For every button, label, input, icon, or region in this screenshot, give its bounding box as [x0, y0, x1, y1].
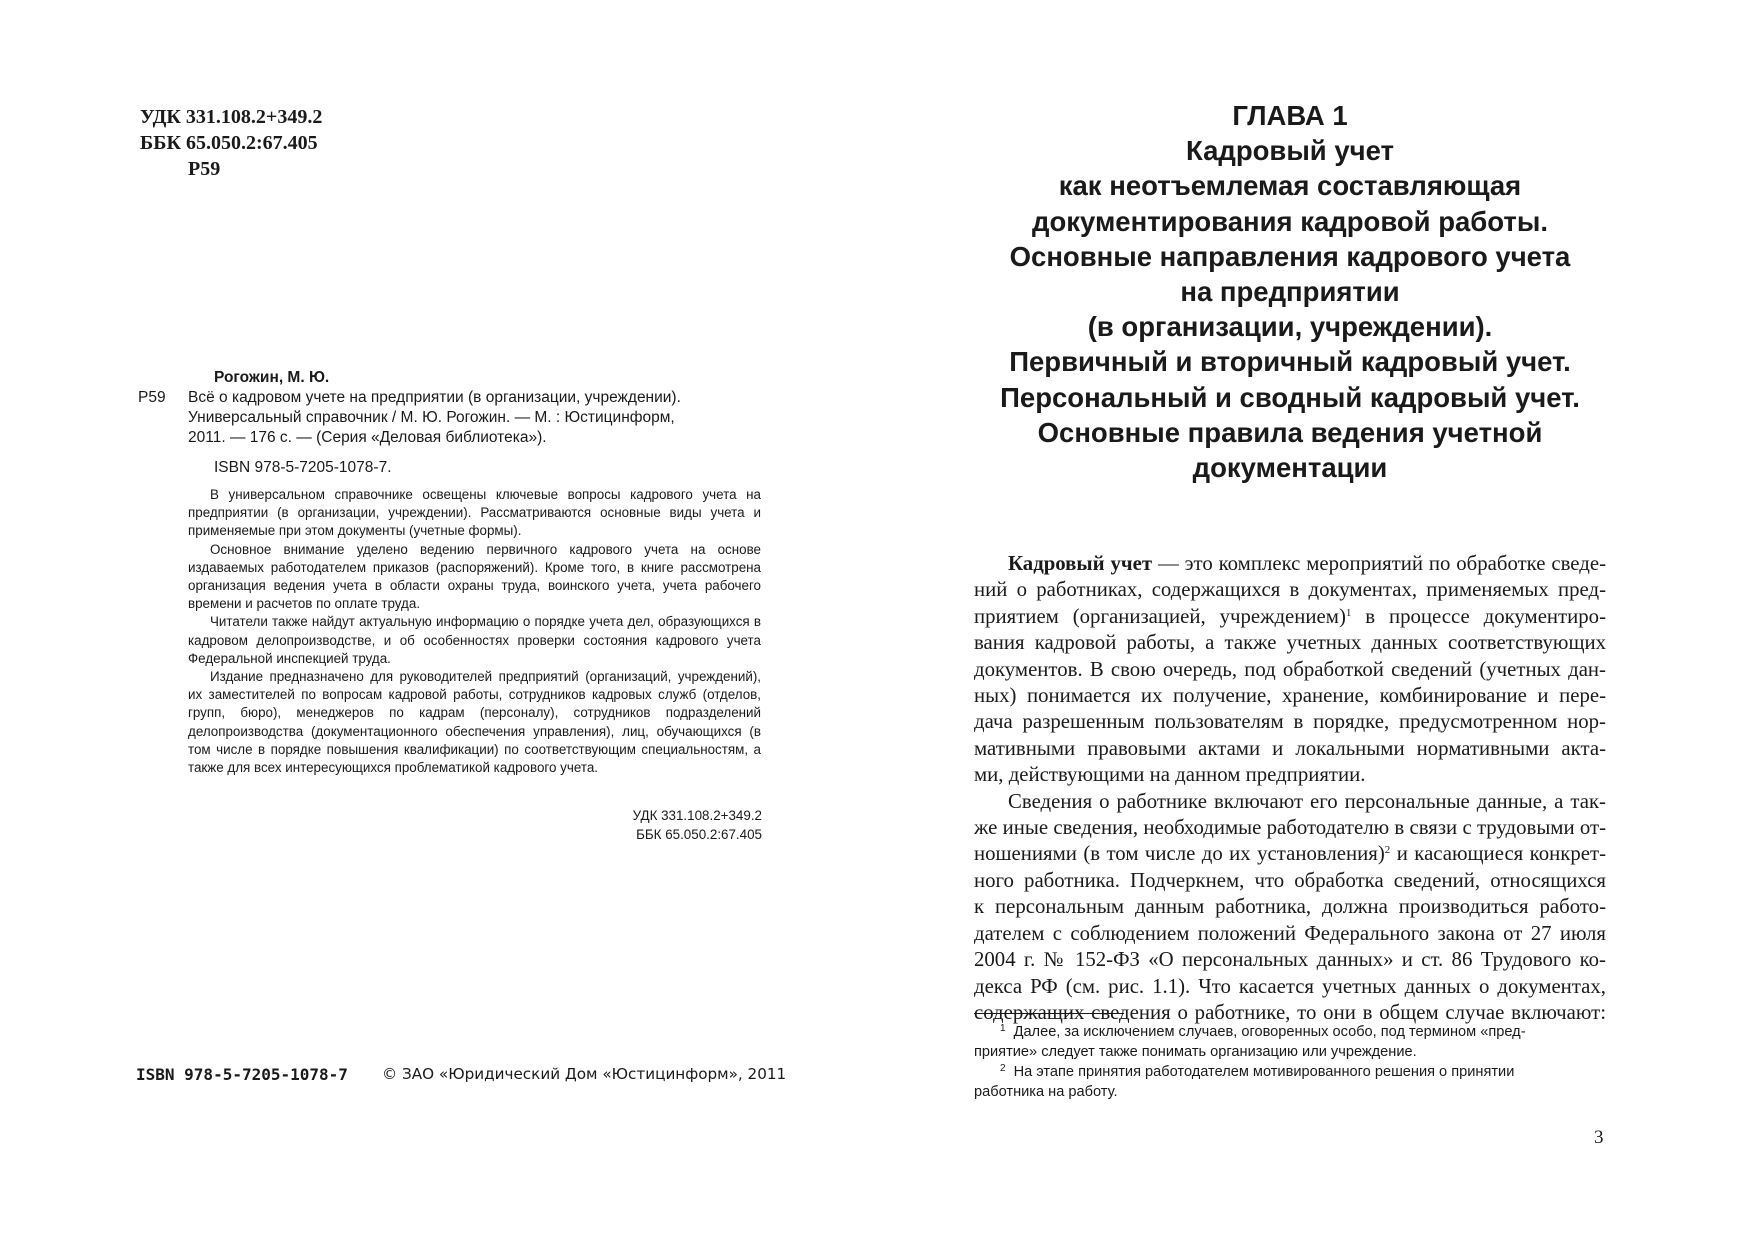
footnote-ref[interactable]: 1 — [1345, 606, 1352, 619]
chapter-title-line: (в организации, учреждении). — [1087, 311, 1493, 343]
body-line: мативными правовыми актами и локальными нормативными акта- — [974, 736, 1606, 760]
body-line: дателем с соблюдением положений Федерального закона от 27 июля — [974, 921, 1606, 945]
chapter-number: ГЛАВА 1 — [1232, 100, 1348, 131]
footnote-1-cont: приятие» следует также понимать организацию или учреждение. — [974, 1044, 1417, 1060]
body-line: Кадровый учет — это комплекс мероприятий по обработке сведе- — [1008, 552, 1606, 575]
bib-line-3: 2011. — 176 с. — (Серия «Деловая библиотека»). — [188, 429, 547, 446]
annotation-bbk: ББК 65.050.2:67.405 — [636, 826, 762, 842]
bibliographic-record — [138, 368, 758, 478]
chapter-title-line: Кадровый учет — [1185, 135, 1395, 167]
body-line: к персональным данным работника, должна производиться работо- — [974, 895, 1606, 919]
annotation — [188, 486, 761, 777]
chapter-title-line: как неотъемлемая составляющая — [1058, 170, 1522, 202]
footnotes — [974, 1022, 1606, 1102]
footnote-2-cont: работника на работу. — [974, 1084, 1118, 1100]
chapter-heading — [970, 98, 1610, 485]
chapter-title-line: Основные направления кадрового учета — [1009, 240, 1571, 272]
copyright-notice: © ЗАО «Юридический Дом «Юстицинформ», 2011 — [382, 1065, 787, 1083]
footnote-divider — [974, 1013, 1124, 1014]
book-title: Всё о кадровом учете на предприятии (в организации, учреждении). — [188, 389, 681, 406]
bib-line-2: Универсальный справочник / М. Ю. Рогожин. — М. : Юстицинформ, — [188, 409, 675, 426]
chapter-title-line: Основные правила ведения учетной — [1037, 416, 1543, 448]
bib-title-row — [138, 388, 758, 408]
annotation-paragraph: В универсальном справочнике освещены ключевые вопросы кадрового учета на предприятии (в организации, учреждении). Рассматриваются основные виды учета и применяемые при этом документы (учетные формы). — [188, 487, 761, 539]
body-line: ного работника. Подчеркнем, что обработка сведений, относящихся — [974, 868, 1606, 892]
chapter-title-line: документации — [1192, 452, 1388, 484]
classification-codes — [140, 104, 322, 182]
annotation-codes — [500, 807, 762, 844]
body-line: содержащих сведения о работнике, то они в общем случае включают: — [974, 1000, 1606, 1024]
book-author: Рогожин, М. Ю. — [214, 369, 330, 386]
annotation-paragraph: Читатели также найдут актуальную информацию о порядке учета дел, образующихся в кадровом делопроизводстве, и об особенностях проверки состояния кадрового учета Федеральной инспекцией труда. — [188, 614, 761, 666]
body-line: приятием (организацией, учреждением)$^1$ в процессе документиро- — [974, 604, 1606, 628]
body-line: вания кадровой работы, а также учетных данных соответствующих — [974, 631, 1606, 655]
annotation-paragraph: Основное внимание уделено ведению первичного кадрового учета на основе издаваемых работодателем приказов (распоряжений). Кроме того, в книге рассмотрена организация ведения учета в области охраны труда, воинского учета, учета рабочего времени и расчетов по оплате труда. — [188, 541, 761, 612]
footnote-1: $^1$ Далее, за исключением случаев, оговоренных особо, под термином «пред- — [1000, 1023, 1526, 1040]
bbk-code: ББК 65.050.2:67.405 — [140, 132, 318, 154]
body-line: ных) понимается их получение, хранение, комбинирование и пере- — [974, 684, 1606, 708]
bib-isbn: ISBN 978-5-7205-1078-7. — [214, 459, 392, 476]
body-line: документов. В свою очередь, под обработкой сведений (учетных дан- — [974, 657, 1606, 681]
defined-term: Кадровый учет — [1008, 552, 1153, 575]
chapter-title-line: Персональный и сводный кадровый учет. — [1000, 381, 1580, 413]
footnote-number: 2 — [1000, 1063, 1006, 1074]
body-line: дача разрешенным пользователям в порядке, предусмотренном нор- — [974, 710, 1606, 734]
body-line: Сведения о работнике включают его персональные данные, а так- — [1008, 789, 1606, 813]
annotation-udk: УДК 331.108.2+349.2 — [632, 808, 762, 823]
page-number: 3 — [1594, 1127, 1604, 1148]
chapter-title-line: документирования кадровой работы. — [1032, 205, 1548, 237]
footnote-ref[interactable]: 2 — [1384, 844, 1391, 857]
body-line: ний о работниках, содержащихся в документах, применяемых пред- — [974, 578, 1606, 602]
body-line: 2004 г. № 152-ФЗ «О персональных данных» и ст. 86 Трудового ко- — [974, 948, 1606, 972]
author-index: Р59 — [188, 158, 221, 180]
body-line: ми, действующими на данном предприятии. — [974, 763, 1366, 787]
chapter-body — [974, 551, 1606, 1026]
chapter-title-line: на предприятии — [1180, 276, 1400, 308]
body-line: же иные сведения, необходимые работодателю в связи с трудовыми от- — [974, 816, 1606, 840]
body-line: ношениями (в том числе до их установления)$^2$ и касающиеся конкрет- — [974, 842, 1606, 866]
footnote-2: $^2$ На этапе принятия работодателем мотивированного решения о принятии — [1000, 1063, 1515, 1080]
body-line: декса РФ (см. рис. 1.1). Что касается учетных данных о документах, — [974, 974, 1606, 998]
isbn-footer: ISBN 978-5-7205-1078-7 — [136, 1065, 348, 1084]
annotation-paragraph: Издание предназначено для руководителей предприятий (организаций, учреждений), их заместителей по вопросам кадровой работы, сотрудников кадровых служб (отделов, групп, бюро), менеджеров по кадрам (персоналу), сотрудников подразделений делопроизводства (документационного обеспечения управления), лиц, обучающихся (в том числе в порядке повышения квалификации) по соответствующим специальностям, а также для всех интересующихся проблематикой кадрового учета. — [188, 669, 761, 776]
footnote-number: 1 — [1000, 1023, 1006, 1034]
udk-code: УДК 331.108.2+349.2 — [140, 106, 323, 128]
chapter-title-line: Первичный и вторичный кадровый учет. — [1009, 346, 1571, 378]
author-code: Р59 — [138, 389, 166, 406]
